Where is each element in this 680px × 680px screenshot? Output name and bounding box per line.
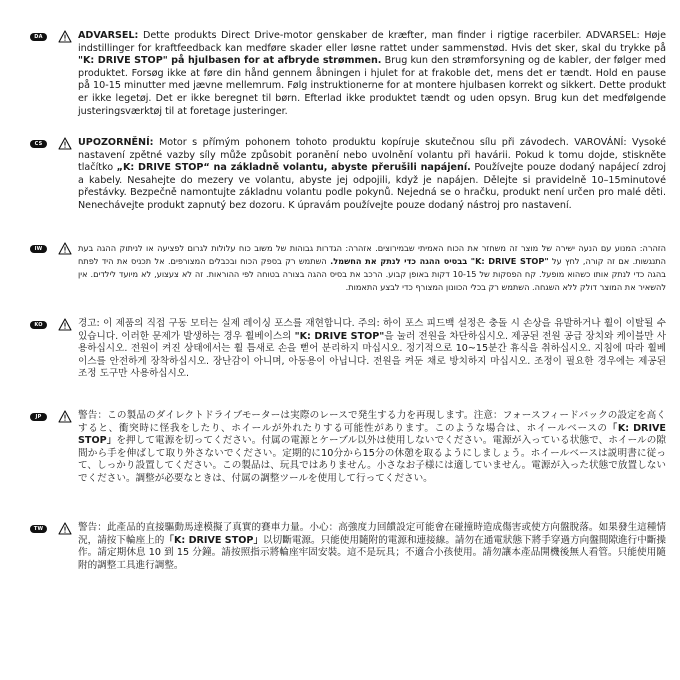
warning-section-da: [30, 30, 666, 118]
warning-body-start: הזהרה: המנוע עם הנעה ישירה של מוצר זה משחזר את הכוח האמיתי שבמירוצים. אזהרה: הגדרות גבוהות של משוב כוח עלולות לגרום לפציעה או לניתוק ההגה בעת התנגשות. אם זה קורה, לחץ על: [78, 243, 666, 266]
warning-text-tw: [78, 522, 666, 572]
language-badge-iw: IW: [30, 245, 47, 253]
drive-stop-instruction: 「K: DRIVE STOP」: [78, 422, 666, 447]
warning-body-end: 以切斷電源。只能使用隨附的電源和連接線。請勿在通電狀態下將手穿過方向盤間隙進行中斷操作。請定期休息 10 到 15 分鐘。請按照指示將輪座牢固安裝。這不是玩具；不適合小孩使用。請勿讓本產品開機後無人看管。只能使用隨附的調整工具進行調整。: [78, 534, 667, 571]
warning-body-end: Brug kun den strømforsyning og de kabler, der følger med produktet. Forsøg ikke at føre din hånd gennem åbningen i hjulet for at frakoble det, mens det er tændt. Hold en pause på 10-15 minutter med jævne mellemrum. Følg instruktionerne for at montere hjulbasen korrekt og sikkert. Dette produkt er ikke legetøj. Det er ikke beregnet til børn. Efterlad ikke produktet tændt og uden opsyn. Brug kun det medfølgende justeringsværktøj til at foretage justeringer.: [78, 55, 666, 117]
warning-body-end: を押して電源を切ってください。付属の電源とケーブル以外は使用しないでください。電源が入っている状態で、ホイールの隙間から手を伸ばして取り外さないでください。定期的に10分から15分の休憩を取るようにしましょう。ホイールベースは説明書に従って、しっかり設置してください。この製品は、玩具ではありません。小さなお子様には適していません。電源が入った状態で放置しないでください。調整が必要なときは、付属の調整ツールを使用して行ってください。: [78, 435, 666, 484]
warning-text-da: [78, 30, 666, 118]
language-badge-cs: CS: [30, 140, 47, 148]
warning-triangle-icon: [58, 522, 72, 535]
warning-section-iw: [30, 242, 666, 294]
warning-section-cs: [30, 137, 666, 213]
warning-body-start: 警告：此產品的直接驅動馬達模擬了真實的賽車力量。小心：高強度力回饋設定可能會在碰撞時造成傷害或使方向盤脫落。如果發生這種情況，請按下輪座上的: [78, 522, 666, 546]
warning-triangle-icon: [58, 410, 72, 423]
warning-body-end: 을 눌러 전원을 차단하십시오. 제공된 전원 공급 장치와 케이블만 사용하십시오. 전원이 켜진 상태에서는 휠 틈새로 손을 뻗어 분리하지 마십시오. 정기적으로 10~15분간 휴식을 취하십시오. 지침에 따라 휠베이스를 안전하게 장착하십시오. 장난감이 아니며, 아동용이 아닙니다. 전원을 켜둔 채로 방치하지 마십시오. 조정이 필요한 경우에는 제공된 조정 도구만 사용하십시오.: [78, 330, 666, 380]
warning-title: UPOZORNĚNÍ:: [78, 137, 154, 148]
warning-text-iw: [78, 242, 666, 294]
warning-body-start: 警告：この製品のダイレクトドライブモーターは実際のレースで発生する力を再現します。注意：フォースフィードバックの設定を高くすると、衝突時に怪我をしたり、ホイールが外れたりする可能性があります。このような場合は、ホイールベースの: [78, 410, 666, 434]
warning-triangle-icon: [58, 318, 72, 331]
warning-triangle-icon: [58, 137, 72, 150]
warning-text-cs: [78, 137, 666, 213]
warning-text-ko: [78, 318, 666, 381]
warning-body-start: Motor s přímým pohonem tohoto produktu kopíruje skutečnou sílu při závodech. VAROVÁNÍ: Vysoké nastavení zpětné vazby síly může způsobit poranění nebo uvolnění volantu při havárii. Pokud k tomu dojde, stiskněte tlačítko: [78, 137, 666, 174]
warning-title: ADVARSEL:: [78, 30, 139, 41]
warning-triangle-icon: [58, 242, 72, 255]
warning-body-end: Používejte pouze dodaný napájecí zdroj a kabely. Nesahejte do mezery ve volantu, abyste jej odpojili, když je napájen. Dělejte si pravidelně 10–15minutové přestávky. Bezpečně namontujte základnu volantu podle pokynů. Nejedná se o hračku, produkt není určen pro malé děti. Nenechávejte produkt zapnutý bez dozoru. K úpravám používejte pouze dodaný nástroj pro nastavení.: [78, 162, 666, 211]
warning-body-start: 경고: 이 제품의 직접 구동 모터는 실제 레이싱 포스를 재현합니다. 주의: 하이 포스 피드백 설정은 충돌 시 손상을 유발하거나 휠이 이탈될 수 있습니다. 이러한 문제가 발생하는 경우 휠베이스의: [78, 318, 666, 342]
warning-body-end: השתמש רק בספק הכוח ובכבלים המצורפים. אל תכניס את היד לפתח בהגה כדי לנתק אותו כשהוא מופעל. קח הפסקות של 10-15 דקות באופן קבוע. הרכב את בסיס ההגה בצורה בטוחה לפי ההוראות. זה לא צעצוע, לא מיועד לילדים. אין להשאיר את המוצר דולק ללא השגחה. השתמש רק בכלי הכוונון המצורף כדי לבצע התאמות.: [78, 256, 666, 292]
warning-section-jp: [30, 410, 666, 486]
warning-triangle-icon: [58, 30, 72, 43]
drive-stop-instruction: 「K: DRIVE STOP」: [164, 534, 264, 546]
warning-text-jp: [78, 410, 666, 486]
language-badge-ko: KO: [30, 321, 47, 329]
language-badge-jp: JP: [30, 413, 47, 421]
warning-section-ko: [30, 318, 666, 381]
drive-stop-instruction: "K: DRIVE STOP" בבסיס ההגה כדי לנתק את החשמל.: [330, 256, 549, 266]
language-badge-da: DA: [30, 33, 47, 41]
warning-body-start: Dette produkts Direct Drive-motor genskaber de kræfter, man finder i rigtige racerbiler. ADVARSEL: Høje indstillinger for kraftfeedback kan medføre skader eller løsne rattet under sammenstød. Hvis det sker, skal du trykke på: [78, 30, 666, 54]
warning-section-tw: [30, 522, 666, 572]
language-badge-tw: TW: [30, 525, 47, 533]
drive-stop-instruction: "K: DRIVE STOP" på hjulbasen for at afbryde strømmen.: [78, 55, 382, 67]
drive-stop-instruction: „K: DRIVE STOP“ na základně volantu, abyste přerušili napájení.: [116, 162, 471, 174]
drive-stop-instruction: "K: DRIVE STOP": [294, 330, 385, 342]
